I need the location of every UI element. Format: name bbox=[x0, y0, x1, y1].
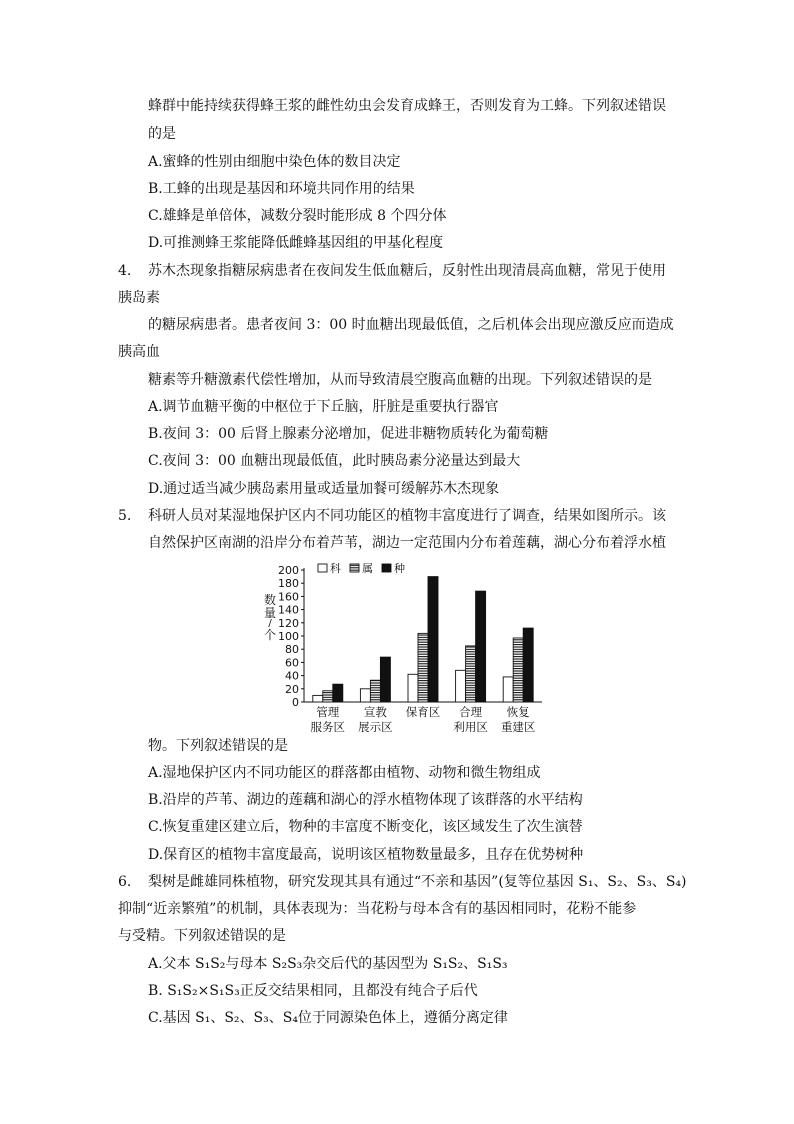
x-category-labels bbox=[311, 705, 536, 734]
q4-option-b: B.夜间 3：00 后肾上腺素分泌增加，促进非糖物质转化为葡萄糖 bbox=[148, 426, 549, 442]
q5-number: 5. bbox=[118, 508, 132, 524]
x-category-label: 宣教 bbox=[363, 705, 387, 719]
chart-legend bbox=[318, 561, 405, 575]
bar-科-4 bbox=[503, 677, 513, 702]
q6-option-a: A.父本 S₁S₂与母本 S₂S₃杂交后代的基因型为 S₁S₂、S₁S₃ bbox=[148, 956, 508, 972]
q5-option-c: C.恢复重建区建立后，物种的丰富度不断变化，该区域发生了次生演替 bbox=[148, 819, 583, 835]
q6-stem-line3: 与受精。下列叙述错误的是 bbox=[118, 928, 286, 944]
y-tick-label: 20 bbox=[285, 682, 299, 696]
chart-bars bbox=[313, 577, 533, 702]
x-category-label: 合理 bbox=[459, 705, 483, 719]
y-axis-label-text: 数量/个 bbox=[263, 593, 277, 642]
x-category-label: 恢复 bbox=[506, 705, 530, 719]
bar-科-1 bbox=[360, 689, 370, 702]
q3-stem-line2: 的是 bbox=[148, 126, 176, 142]
y-tick-label: 200 bbox=[278, 564, 299, 577]
bar-种-0 bbox=[333, 684, 343, 702]
bar-属-4 bbox=[513, 638, 523, 702]
q3-option-b: B.工蜂的出现是基因和环境共同作用的结果 bbox=[148, 181, 415, 197]
y-tick-label: 120 bbox=[278, 616, 299, 630]
q4-option-d: D.通过适当减少胰岛素用量或适量加餐可缓解苏木杰现象 bbox=[148, 481, 500, 497]
q6-stem-line1: 梨树是雌雄同株植物，研究发现其具有通过“不亲和基因”(复等位基因 S₁、S₂、S₃、S₄) bbox=[148, 874, 687, 890]
legend-swatch-科 bbox=[318, 564, 327, 572]
bar-种-4 bbox=[523, 628, 533, 702]
q3-stem-line1: 蜂群中能持续获得蜂王浆的雌性幼虫会发育成蜂王，否则发育为工蜂。下列叙述错误 bbox=[148, 98, 666, 114]
legend-swatch-种 bbox=[382, 564, 391, 572]
q3-option-c: C.雄蜂是单倍体，减数分裂时能形成 8 个四分体 bbox=[148, 208, 447, 224]
legend-label-属: 属 bbox=[362, 562, 373, 575]
bar-科-3 bbox=[456, 670, 466, 702]
legend-label-种: 种 bbox=[394, 562, 405, 575]
bar-属-0 bbox=[323, 691, 333, 702]
q4-stem-line5: 糖素等升糖激素代偿性增加，从而导致清晨空腹高血糖的出现。下列叙述错误的是 bbox=[148, 372, 652, 388]
x-category-label: 保育区 bbox=[405, 705, 441, 719]
q4-option-a: A.调节血糖平衡的中枢位于下丘脑，肝脏是重要执行器官 bbox=[148, 399, 499, 415]
y-axis-label bbox=[264, 592, 276, 642]
y-tick-label: 80 bbox=[285, 643, 299, 657]
q5-option-a: A.湿地保护区内不同功能区的群落都由植物、动物和微生物组成 bbox=[148, 765, 541, 781]
q4-stem-line2: 胰岛素 bbox=[118, 290, 160, 306]
q6-number: 6. bbox=[118, 874, 132, 890]
y-tick-label: 60 bbox=[285, 656, 299, 670]
x-category-label: 展示区 bbox=[358, 720, 393, 734]
x-category-label: 重建区 bbox=[500, 720, 536, 734]
q6-option-c: C.基因 S₁、S₂、S₃、S₄位于同源染色体上，遵循分离定律 bbox=[148, 1010, 508, 1026]
bar-属-2 bbox=[418, 633, 428, 702]
q4-stem-line1: 苏木杰现象指糖尿病患者在夜间发生低血糖后，反射性出现清晨高血糖，常见于使用 bbox=[148, 263, 666, 279]
x-category-label: 管理 bbox=[316, 705, 340, 719]
bar-种-3 bbox=[476, 591, 486, 702]
plant-richness-bar-chart bbox=[258, 560, 548, 738]
q4-stem-line3: 的糖尿病患者。患者夜间 3：00 时血糖出现最低值，之后机体会出现应激反应而造成 bbox=[148, 317, 674, 333]
q5-stem-line1: 科研人员对某湿地保护区内不同功能区的植物丰富度进行了调查，结果如图所示。该 bbox=[148, 508, 666, 524]
q5-option-b: B.沿岸的芦苇、湖边的莲藕和湖心的浮水植物体现了该群落的水平结构 bbox=[148, 792, 583, 808]
y-tick-label: 180 bbox=[278, 577, 299, 591]
bar-种-2 bbox=[428, 577, 438, 702]
q4-number: 4. bbox=[118, 263, 132, 279]
q5-stem-line2: 自然保护区南湖的沿岸分布着芦苇，湖边一定范围内分布着莲藕，湖心分布着浮水植 bbox=[148, 535, 666, 551]
legend-swatch-属 bbox=[350, 564, 359, 572]
bar-属-3 bbox=[466, 646, 476, 702]
q3-option-a: A.蜜蜂的性别由细胞中染色体的数目决定 bbox=[148, 154, 401, 170]
x-category-label: 利用区 bbox=[453, 720, 488, 734]
y-tick-label: 140 bbox=[278, 603, 299, 617]
y-tick-label: 0 bbox=[292, 696, 299, 709]
q3-option-d: D.可推测蜂王浆能降低雌蜂基因组的甲基化程度 bbox=[148, 235, 444, 251]
q5-stem-line3: 物。下列叙述错误的是 bbox=[148, 738, 288, 754]
y-tick-label: 100 bbox=[278, 630, 299, 643]
bar-科-2 bbox=[408, 674, 418, 702]
q4-stem-line4: 胰高血 bbox=[118, 344, 160, 360]
y-tick-label: 160 bbox=[278, 590, 299, 604]
x-category-label: 服务区 bbox=[310, 720, 346, 734]
legend-label-科: 科 bbox=[330, 562, 341, 575]
q4-option-c: C.夜间 3：00 血糖出现最低值，此时胰岛素分泌量达到最大 bbox=[148, 453, 521, 469]
bar-种-1 bbox=[380, 657, 390, 702]
q6-stem-line2: 抑制“近亲繁殖”的机制，具体表现为：当花粉与母本含有的基因相同时，花粉不能参 bbox=[118, 901, 637, 917]
y-tick-labels bbox=[278, 564, 299, 709]
y-tick-label: 40 bbox=[285, 669, 299, 683]
bar-科-0 bbox=[313, 695, 323, 702]
q5-option-d: D.保育区的植物丰富度最高，说明该区植物数量最多，且存在优势树种 bbox=[148, 847, 584, 863]
bar-属-1 bbox=[370, 680, 380, 702]
q6-option-b: B. S₁S₂×S₁S₃正反交结果相同，且都没有纯合子后代 bbox=[148, 983, 478, 999]
